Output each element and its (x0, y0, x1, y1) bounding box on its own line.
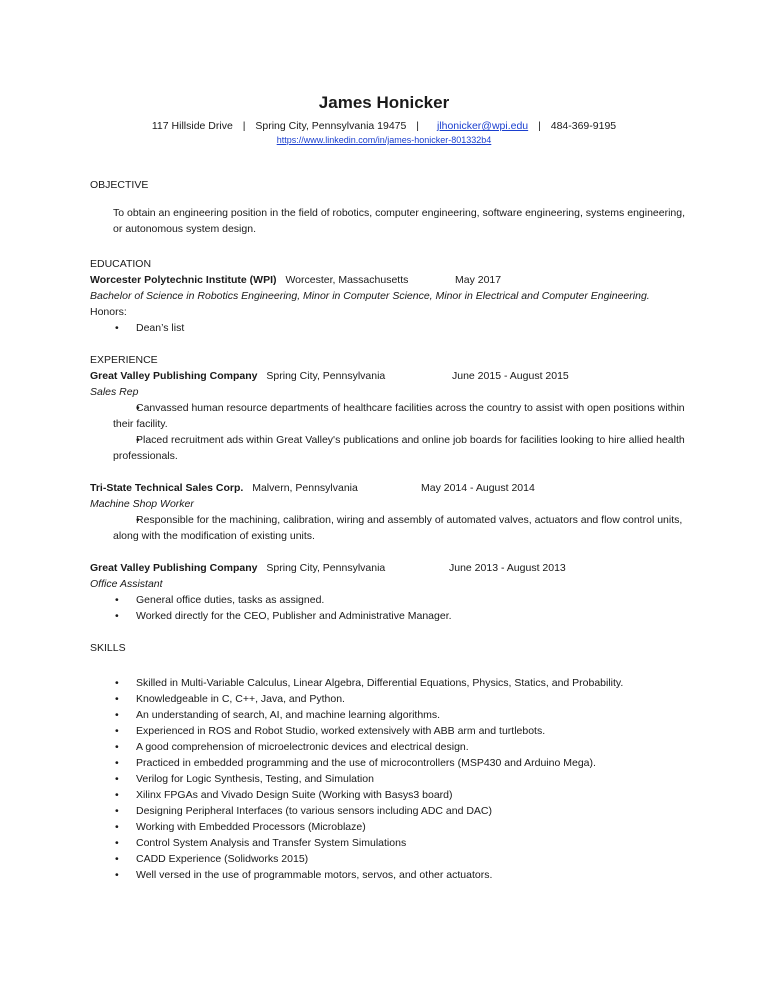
experience-section (90, 352, 690, 624)
separator: | (242, 120, 246, 132)
job-role: Sales Rep (90, 386, 139, 398)
job-header (90, 560, 690, 576)
job-company: Great Valley Publishing Company (90, 370, 258, 382)
list-item: • Canvassed human resource departments of healthcare facilities across the country to assist with open positions within their facility. (90, 400, 690, 432)
job-date: May 2014 - August 2014 (421, 482, 535, 494)
list-item: • Knowledgeable in C, C++, Java, and Python. (90, 691, 690, 707)
job-company: Tri-State Technical Sales Corp. (90, 482, 244, 494)
job-entry (90, 480, 690, 544)
list-item: • An understanding of search, AI, and machine learning algorithms. (90, 707, 690, 723)
linkedin-link[interactable]: https://www.linkedin.com/in/james-honicker-801332b4 (276, 135, 492, 145)
objective-text: To obtain an engineering position in the field of robotics, computer engineering, software engineering, systems engineering, or autonomous system design. (113, 207, 686, 235)
honors-label: Honors: (90, 306, 127, 318)
job-role: Office Assistant (90, 578, 163, 590)
job-role: Machine Shop Worker (90, 498, 194, 510)
section-title: EDUCATION (90, 258, 152, 270)
list-item: • Placed recruitment ads within Great Valley's publications and online job boards for facilities looking to hire allied health professionals. (90, 432, 690, 464)
job-bullets (90, 592, 690, 624)
job-date: June 2015 - August 2015 (452, 370, 569, 382)
phone: 484-369-9195 (550, 120, 617, 132)
job-entry (90, 368, 690, 464)
list-item: • General office duties, tasks as assigned. (90, 592, 690, 608)
school-name: Worcester Polytechnic Institute (WPI) (90, 274, 277, 286)
list-item: • Working with Embedded Processors (Microblaze) (90, 819, 690, 835)
list-item: • A good comprehension of microelectronic devices and electrical design. (90, 739, 690, 755)
list-item: • Xilinx FPGAs and Vivado Design Suite (Working with Basys3 board) (90, 787, 690, 803)
email-link[interactable]: jlhonicker@wpi.edu (436, 120, 529, 132)
section-title: EXPERIENCE (90, 354, 158, 366)
job-location: Malvern, Pennsylvania (252, 482, 358, 494)
objective-section (90, 177, 690, 237)
job-header (90, 368, 690, 384)
list-item: • Experienced in ROS and Robot Studio, worked extensively with ABB arm and turtlebots. (90, 723, 690, 739)
job-date: June 2013 - August 2013 (449, 562, 566, 574)
separator: | (416, 120, 420, 132)
list-item: • Practiced in embedded programming and the use of microcontrollers (MSP430 and Arduino Mega). (90, 755, 690, 771)
list-item: • Designing Peripheral Interfaces (to various sensors including ADC and DAC) (90, 803, 690, 819)
job-header (90, 480, 690, 496)
separator: | (538, 120, 541, 132)
candidate-name: James Honicker (318, 93, 450, 112)
job-entry (90, 560, 690, 624)
skills-section (90, 640, 690, 883)
address: 117 Hillside Drive (151, 120, 233, 132)
list-item: • Dean’s list (90, 320, 690, 336)
list-item: • Responsible for the machining, calibration, wiring and assembly of automated valves, actuators and flow control units, along with the modification of existing units. (90, 512, 690, 544)
list-item: • Control System Analysis and Transfer System Simulations (90, 835, 690, 851)
job-company: Great Valley Publishing Company (90, 562, 258, 574)
skills-list (90, 675, 690, 883)
job-bullets (90, 512, 690, 544)
education-header (90, 272, 690, 288)
section-title: SKILLS (90, 642, 126, 654)
education-section (90, 256, 690, 336)
honors-list (90, 320, 690, 336)
graduation-date: May 2017 (455, 274, 502, 286)
degree: Bachelor of Science in Robotics Engineering, Minor in Computer Science, Minor in Electrical and Computer Engineering. (90, 290, 650, 302)
list-item: • Verilog for Logic Synthesis, Testing, and Simulation (90, 771, 690, 787)
job-bullets (90, 400, 690, 464)
list-item: • Skilled in Multi-Variable Calculus, Linear Algebra, Differential Equations, Physics, Statics, and Probability. (90, 675, 690, 691)
job-location: Spring City, Pennsylvania (266, 370, 386, 382)
list-item: • Well versed in the use of programmable motors, servos, and other actuators. (90, 867, 690, 883)
contact-line (0, 118, 768, 134)
resume-body (90, 177, 690, 883)
list-item: • Worked directly for the CEO, Publisher and Administrative Manager. (90, 608, 690, 624)
city: Spring City, Pennsylvania 19475 (255, 120, 407, 132)
job-location: Spring City, Pennsylvania (266, 562, 386, 574)
section-title: OBJECTIVE (90, 179, 149, 191)
list-item: • CADD Experience (Solidworks 2015) (90, 851, 690, 867)
school-location: Worcester, Massachusetts (285, 274, 409, 286)
